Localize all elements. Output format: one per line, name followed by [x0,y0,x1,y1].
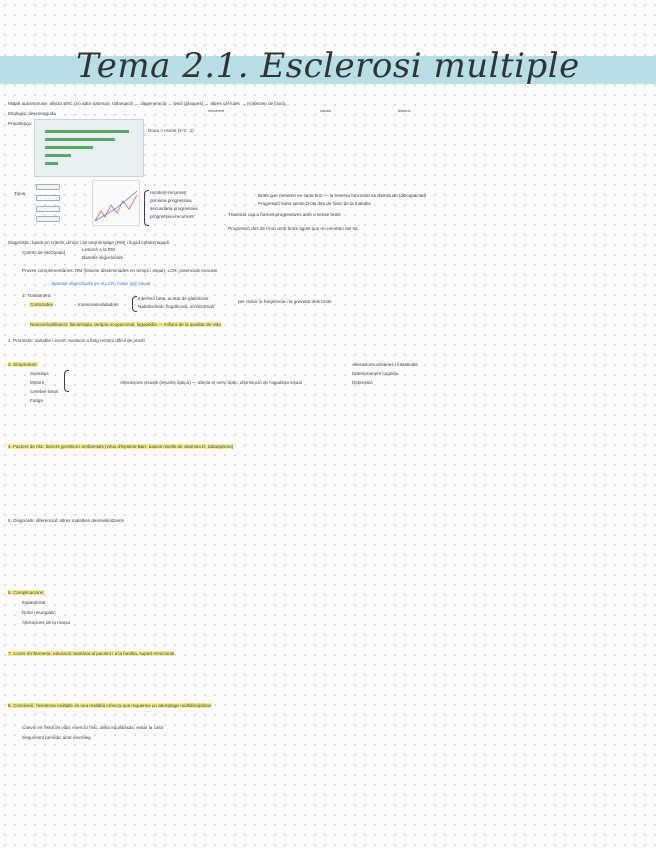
nursing-line [8,651,174,657]
type-pp: primària progressiva [150,198,192,203]
symptom-visual: Alteracions visuals (neuritis òptica) — afecta el nervi òptic, disminució de l'agudesa visual [120,380,302,385]
types-graph [92,180,140,226]
conclusion-label: 8. Conclusió: l'esclerosi múltiple és una malaltia crònica que requereix un abordatge multidisciplinari [8,703,212,708]
nursing-label: 7. Cures d'infermeria: educació sanitària al pacient i a la família, suport emocional [8,651,175,656]
treatment-brace [132,296,137,312]
neurorehab-line [30,322,221,328]
definition-sub-3: lesions [398,108,411,113]
prevalence-ratio: Dona > Home (2-3 : 1) [148,128,194,133]
conclusion-line [8,703,211,709]
prevalence-bar-europa [45,130,129,133]
treatment-corticoids-label: Corticoides [30,302,53,307]
type-rr-desc: Brots que remeten en cada brot — la reserva funcional va disminuint (discapacitat) [258,193,427,198]
definition-sub-2: causa [320,108,331,113]
lifestyle-line: Canvis en l'estil de vida: exercici físic, dieta equilibrada, evitar la calor [22,725,164,730]
types-graph-svg [93,181,139,225]
symptoms-heading [8,362,38,368]
symptoms-brace [64,370,69,392]
treatment-heading: 1. Tractament: [22,293,52,298]
prognosis-line: 2. Pronòstic: variable i incert; evolució a llarg termini difícil de predir [8,338,146,343]
diagnosis-criteria: Criteris de McDonald [22,250,65,255]
prevalence-label: Prevalença: [8,121,33,126]
diagnosis-mri: Lesions a la RM [82,247,115,252]
treatment-aim: per reduir la freqüència i la gravetat dels brots [238,299,332,304]
prevalence-figure [34,119,144,177]
treatment-corticoids [30,302,53,308]
complications-heading [8,590,44,596]
complications-heading-label: 6. Complicacions: [8,590,45,595]
symptom-depression: Depressió [352,380,373,385]
complication-pain: Dolor neuropàtic [22,610,56,615]
prevalence-bar-africa [45,162,58,165]
page-title: Tema 2.1. Esclerosi multiple [76,46,580,86]
complementary-tests-sub: Bandes oligoclonals en el LCR, índex IgG elevat [52,281,151,286]
symptom-cerebellar: Cerebel·losos [30,389,59,394]
type-swatch-4 [36,216,60,222]
treatment-drugs-2: Natalizumab, fingolimod, ocrelizumab [138,304,215,309]
type-pr: progressiva-recurrent [150,214,194,219]
complementary-tests: Proves complementàries: RM (lesions disseminades en temps i espai), LCR, potencials evocats [22,268,218,273]
symptoms-heading-label: 3. Símptomes: [8,362,38,367]
type-rr: remitent-recurrent [150,190,187,195]
symptom-cognitive: Deteriorament cognitiu [352,371,399,376]
risk-factors-label: 4. Factors de risc: factors genètics i ambientals (virus d'Epstein-Barr, baixos nivells de vitamina D, tabaquisme) [8,444,234,449]
type-swatch-2 [36,195,60,201]
types-label: Tipus [14,191,26,196]
symptom-fatigue: Fatiga [30,398,43,403]
prevalence-bar-america [45,138,115,141]
type-pp-desc: Progressió lenta sense brots des de l'inici de la malaltia [258,201,371,206]
type-swatch-3 [36,206,60,212]
prevalence-bar-asia [45,154,71,157]
complication-spasticity: Espasticitat [22,600,46,605]
type-swatch-1 [36,184,60,190]
symptom-motor: Motors [30,380,45,385]
treatment-immunomod: Immunomoduladors [78,302,119,307]
prevalence-bar-oceania [45,146,93,149]
etiology-line: Etiologia: desconeguda [8,111,56,116]
diagnosis-line: Diagnòstic: basat en criteris clínics i de neuroimatge (RM) i líquid cefalorraquidi [8,240,169,245]
diagnosis-bands: Bandes oligoclonals [82,255,123,260]
followup-line: Seguiment periòdic amb neuròleg [22,735,91,740]
type-pr-desc: Progressió des de l'inici amb brots aguts que no remeten del tot. [228,226,359,231]
neurorehab-label: Neurorehabilitació: fisioteràpia, teràpia ocupacional, logopèdia — millora de la qualitat de vida [30,322,221,327]
type-sp-desc: Transició cap a formes progressives amb o sense brots [228,212,341,217]
differential-line: 5. Diagnòstic diferencial: altres malalties desmielinitzants [8,518,124,523]
types-brace [144,190,149,226]
definition-line: Malalt autoimmune: afecta SNC (no altra sistema). Inflamació → disgeneració → lesió (plaques) → altres cèl·lules → (s'afecten de l'axó)... [8,101,290,106]
complication-gait: Alteracions de la marxa [22,620,71,625]
type-sp: secundària progressiva [150,206,198,211]
risk-factors-line [8,444,233,450]
definition-sub-1: recurrent [208,108,225,113]
symptom-urinary: Alteracions urinàries i intestinals [352,362,418,367]
treatment-drugs-1: Interferó beta, acetat de glatiràmer [138,296,209,301]
symptom-sensory: Sensitius [30,371,49,376]
